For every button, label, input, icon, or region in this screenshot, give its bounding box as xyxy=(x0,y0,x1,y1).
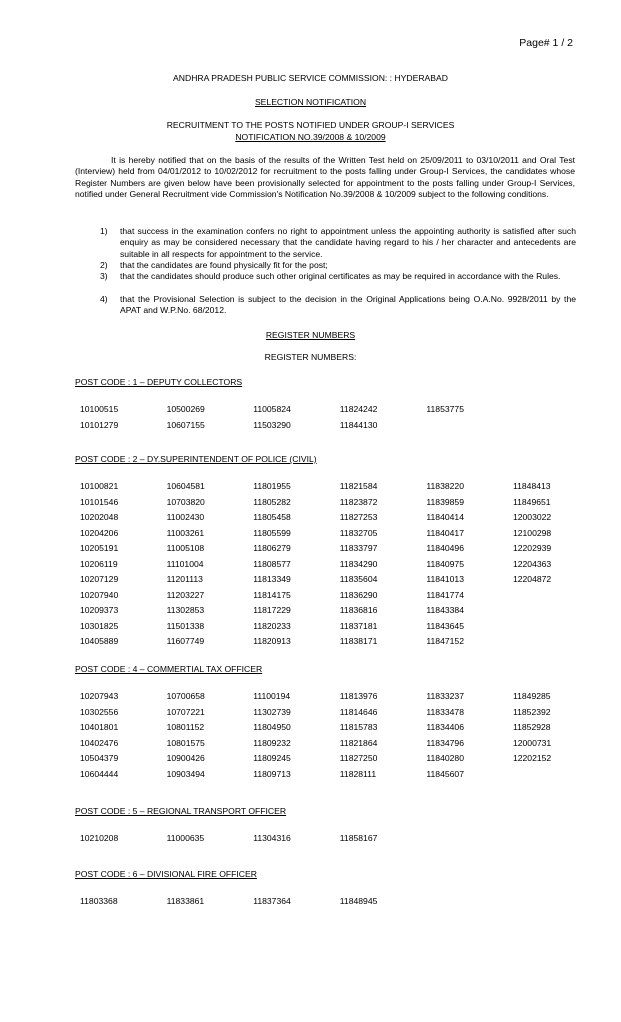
register-number: 11838220 xyxy=(426,481,464,491)
register-number: 11304316 xyxy=(253,833,291,843)
intro-paragraph: It is hereby notified that on the basis of the results of the Written Test held on 25/09/2011 to 03/10/2011 and Oral Test (Interview) held from 04/01/2012 to 10/02/2012 for recruitment to the posts falling under Group-I Services, the candidates whose Register Numbers are given below have been provisionally selected for appointment to the posts falling under Group-I Services, notified under General Recruitment vide Commission's Notification No.39/2008 & 10/2009 subject to the following conditions. xyxy=(75,155,575,200)
register-number: 10707221 xyxy=(166,706,205,717)
register-number: 10900426 xyxy=(166,753,205,763)
register-number: 10207129 xyxy=(80,574,119,584)
register-number: 11841774 xyxy=(426,589,464,600)
table-row xyxy=(80,420,513,436)
register-number: 11828111 xyxy=(339,768,377,779)
register-number: 10801152 xyxy=(166,722,205,732)
register-number: 11815783 xyxy=(339,722,378,732)
table-row xyxy=(80,707,600,723)
register-number: 12204363 xyxy=(512,558,552,569)
register-number: 10703820 xyxy=(166,496,205,507)
table-row xyxy=(80,404,513,420)
register-number: 11813976 xyxy=(339,691,378,701)
register-number: 11100194 xyxy=(253,691,291,701)
register-number: 11821864 xyxy=(339,737,378,748)
register-number-grid xyxy=(80,404,513,435)
register-number: 10500269 xyxy=(166,404,205,414)
table-row xyxy=(80,559,600,575)
register-number: 10801575 xyxy=(166,737,205,748)
condition-number: 2) xyxy=(100,260,108,270)
condition-text: that the candidates are found physically fit for the post; xyxy=(120,260,328,270)
register-number: 10205191 xyxy=(80,543,119,553)
register-number: 11836816 xyxy=(339,605,378,615)
register-number: 11833861 xyxy=(166,896,205,906)
register-number: 11607749 xyxy=(166,636,205,646)
register-number: 11005108 xyxy=(166,543,205,553)
register-number: 11201113 xyxy=(166,574,203,584)
register-number: 10202048 xyxy=(80,512,119,522)
register-number: 11833237 xyxy=(426,691,464,701)
register-number: 11809245 xyxy=(253,753,291,763)
register-number: 12202152 xyxy=(512,753,552,763)
register-number: 11804950 xyxy=(253,722,291,732)
register-number: 11000635 xyxy=(166,833,205,843)
register-number: 11801955 xyxy=(253,481,291,491)
register-number: 12202939 xyxy=(512,543,552,553)
register-number: 11840975 xyxy=(426,558,464,569)
table-row xyxy=(80,497,600,513)
table-row xyxy=(80,512,600,528)
register-number: 11203227 xyxy=(166,589,205,600)
register-number: 11848413 xyxy=(512,481,551,491)
register-number: 12003022 xyxy=(512,512,552,522)
register-number: 11840414 xyxy=(426,512,464,522)
register-number: 11838171 xyxy=(339,636,378,646)
register-number-grid xyxy=(80,833,426,849)
register-number: 11839859 xyxy=(426,496,464,507)
register-number: 10204206 xyxy=(80,527,119,538)
register-number: 11844130 xyxy=(339,419,378,430)
table-row xyxy=(80,605,600,621)
condition-text: that the Provisional Selection is subject to the decision in the Original Applications being O.A.No. 9928/2011 by the APAT and W.P.No. 68/2012. xyxy=(120,294,576,316)
register-number: 11840417 xyxy=(426,527,464,538)
condition-text: that success in the examination confers no right to appointment unless the appointing authority is satisfied after such enquiry as may be considered necessary that the candidate having regard to his / her character and antecedents are suitable in all respects for appointment to the service. xyxy=(120,226,576,259)
register-number: 11835604 xyxy=(339,574,378,584)
register-number: 11813349 xyxy=(253,574,291,584)
register-number: 11003261 xyxy=(166,527,205,538)
table-row xyxy=(80,636,600,652)
register-number: 11833478 xyxy=(426,706,464,717)
table-row xyxy=(80,833,426,849)
register-numbers-heading: REGISTER NUMBERS xyxy=(265,330,356,340)
register-number: 11852928 xyxy=(512,722,551,732)
register-numbers-subheading: REGISTER NUMBERS: xyxy=(264,352,357,362)
register-number: 11837181 xyxy=(339,620,378,631)
table-row xyxy=(80,769,600,785)
register-number-grid xyxy=(80,896,426,912)
register-number: 11834796 xyxy=(426,737,464,748)
post-code-heading: POST CODE : 5 – REGIONAL TRANSPORT OFFICER xyxy=(75,806,287,816)
register-number: 10207943 xyxy=(80,691,119,701)
register-number: 11849651 xyxy=(512,496,551,507)
register-number: 11853775 xyxy=(426,404,464,414)
register-number-grid xyxy=(80,691,600,784)
register-number: 11805458 xyxy=(253,512,291,522)
register-number: 10100821 xyxy=(80,481,119,491)
post-code-heading: POST CODE : 6 – DIVISIONAL FIRE OFFICER xyxy=(75,869,257,879)
notice-type: SELECTION NOTIFICATION xyxy=(254,97,367,107)
page-number: Page# 1 / 2 xyxy=(519,37,573,49)
register-number: 11849285 xyxy=(512,691,551,701)
table-row xyxy=(80,896,426,912)
register-number: 11827253 xyxy=(339,512,378,522)
register-number: 11820913 xyxy=(253,636,291,646)
table-row xyxy=(80,574,600,590)
table-row xyxy=(80,528,600,544)
register-number: 11824242 xyxy=(339,404,378,414)
register-number: 10604581 xyxy=(166,481,205,491)
register-number: 10301825 xyxy=(80,620,119,631)
register-number: 11832705 xyxy=(339,527,378,538)
register-number: 10604444 xyxy=(80,768,119,779)
register-number: 11843645 xyxy=(426,620,464,631)
notification-number: NOTIFICATION NO.39/2008 & 10/2009 xyxy=(235,132,386,142)
register-number: 11852392 xyxy=(512,706,551,717)
table-row xyxy=(80,722,600,738)
register-number: 11101004 xyxy=(166,558,204,569)
register-number: 11834406 xyxy=(426,722,464,732)
table-row xyxy=(80,738,600,754)
register-number: 11840496 xyxy=(426,543,464,553)
table-row xyxy=(80,590,600,606)
register-number: 10504379 xyxy=(80,753,119,763)
register-number: 11833797 xyxy=(339,543,378,553)
register-number: 11840280 xyxy=(426,753,464,763)
register-number: 10100515 xyxy=(80,404,119,414)
register-number: 10101279 xyxy=(80,419,119,430)
condition-text: that the candidates should produce such other original certificates as may be required in accordance with the Rules. xyxy=(120,271,561,281)
register-number: 12100298 xyxy=(512,527,552,538)
table-row xyxy=(80,621,600,637)
register-number: 11501338 xyxy=(166,620,205,631)
register-number: 11841013 xyxy=(426,574,464,584)
condition-item xyxy=(100,271,576,282)
register-number: 11809713 xyxy=(253,768,291,779)
register-number: 11805282 xyxy=(253,496,291,507)
register-number: 11837364 xyxy=(253,896,291,906)
condition-item xyxy=(100,226,576,260)
register-number: 11806279 xyxy=(253,543,291,553)
register-number: 10206119 xyxy=(80,558,118,569)
register-number: 11858167 xyxy=(339,833,378,843)
register-number: 10401801 xyxy=(80,722,119,732)
register-number: 10903494 xyxy=(166,768,205,779)
condition-number: 1) xyxy=(100,226,108,236)
register-number: 11809232 xyxy=(253,737,291,748)
register-number: 10700658 xyxy=(166,691,205,701)
register-number: 11005824 xyxy=(253,404,291,414)
register-number: 11805599 xyxy=(253,527,291,538)
table-row xyxy=(80,691,600,707)
register-number: 11821584 xyxy=(339,481,378,491)
register-number: 10607155 xyxy=(166,419,205,430)
register-number: 11803368 xyxy=(80,896,118,906)
subject-line: RECRUITMENT TO THE POSTS NOTIFIED UNDER GROUP-I SERVICES xyxy=(166,120,455,130)
register-number: 12204872 xyxy=(512,574,552,584)
table-row xyxy=(80,481,600,497)
register-number: 11847152 xyxy=(426,636,464,646)
register-number: 10101546 xyxy=(80,496,119,507)
register-number: 10302556 xyxy=(80,706,119,717)
register-number: 11836290 xyxy=(339,589,378,600)
condition-item xyxy=(100,294,576,317)
register-number: 11823872 xyxy=(339,496,378,507)
register-number: 11834290 xyxy=(339,558,378,569)
register-number: 11302739 xyxy=(253,706,291,717)
post-code-heading: POST CODE : 4 – COMMERTIAL TAX OFFICER xyxy=(75,664,263,674)
register-number: 11002430 xyxy=(166,512,205,522)
condition-number: 4) xyxy=(100,294,108,304)
register-number: 11843384 xyxy=(426,605,464,615)
register-number: 11827250 xyxy=(339,753,378,763)
register-number: 10210208 xyxy=(80,833,119,843)
post-code-heading: POST CODE : 1 – DEPUTY COLLECTORS xyxy=(75,377,243,387)
register-number: 11302853 xyxy=(166,605,205,615)
register-number: 10207940 xyxy=(80,589,119,600)
register-number: 11814175 xyxy=(253,589,291,600)
register-number: 10405889 xyxy=(80,636,119,646)
post-code-heading: POST CODE : 2 – DY.SUPERINTENDENT OF POLICE (CIVIL) xyxy=(75,454,317,464)
table-row xyxy=(80,753,600,769)
commission-title: ANDHRA PRADESH PUBLIC SERVICE COMMISSION: : HYDERABAD xyxy=(173,73,448,83)
register-number: 11814646 xyxy=(339,706,378,717)
condition-number: 3) xyxy=(100,271,108,281)
register-number-grid xyxy=(80,481,600,652)
register-number: 11817229 xyxy=(253,605,291,615)
register-number: 11848945 xyxy=(339,896,378,906)
table-row xyxy=(80,543,600,559)
register-number: 11503290 xyxy=(253,419,291,430)
register-number: 11845607 xyxy=(426,768,464,779)
register-number: 12000731 xyxy=(512,737,552,748)
register-number: 11808577 xyxy=(253,558,291,569)
register-number: 10209373 xyxy=(80,605,119,615)
condition-item xyxy=(100,260,576,271)
register-number: 11820233 xyxy=(253,620,291,631)
register-number: 10402476 xyxy=(80,737,119,748)
